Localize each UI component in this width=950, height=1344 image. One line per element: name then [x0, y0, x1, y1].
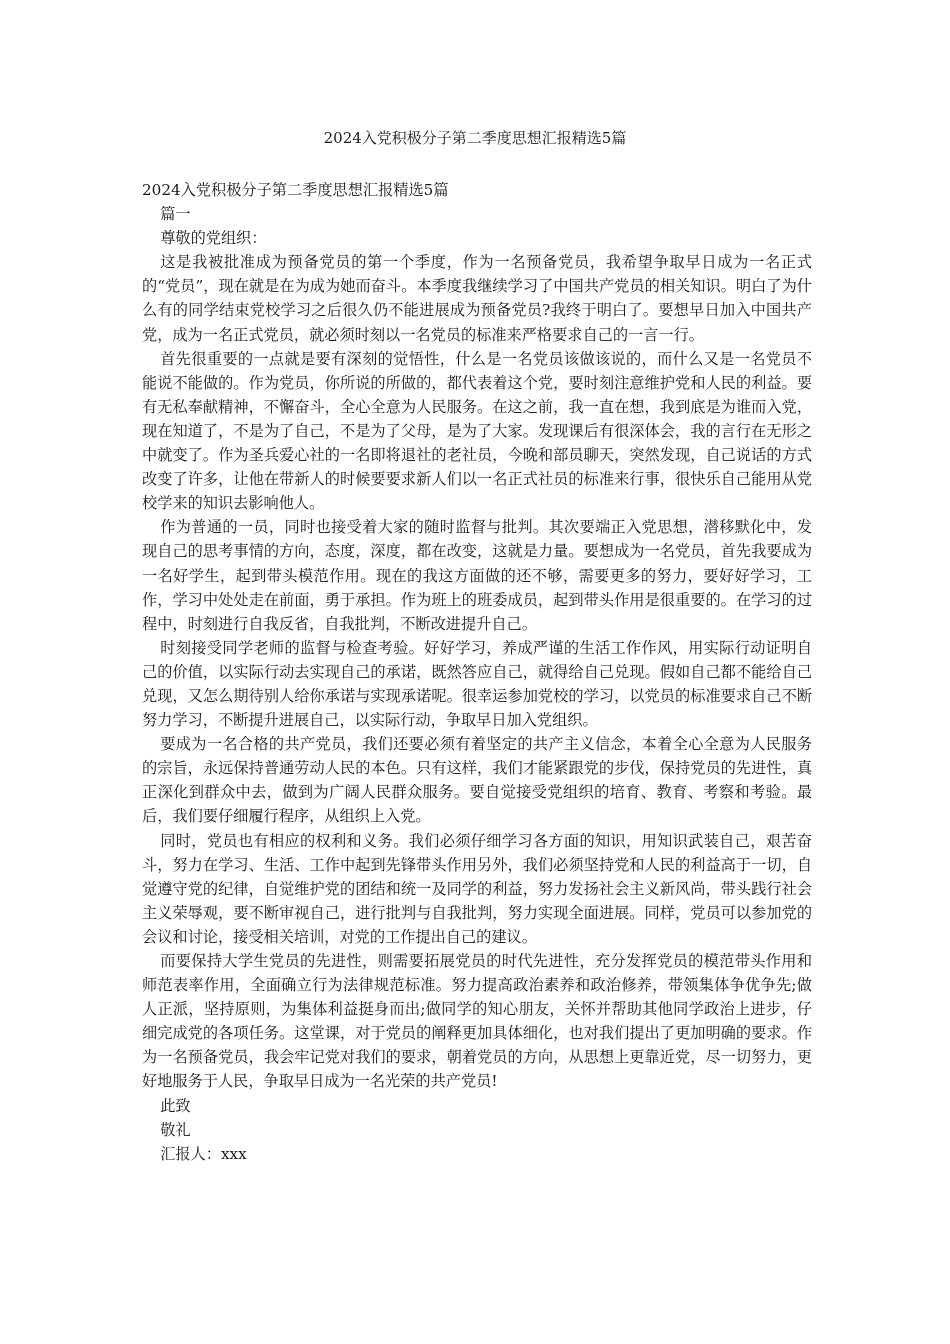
body-paragraph: 时刻接受同学老师的监督与检查考验。好好学习，养成严谨的生活工作作风，用实际行动证明自己的价值，以实际行动去实现自己的承诺，既然答应自己，就得给自己兑现。假如自己都不能给自己兑现，又怎么期待别人给你承诺与实现承诺呢。很幸运参加党校的学习，以党员的标准要求自己不断努力学习，不断提升进展自己，以实际行动，争取早日加入党组织。: [142, 638, 812, 730]
closing-line: 此致: [160, 1096, 191, 1115]
document-title: 2024入党积极分子第二季度思想汇报精选5篇: [323, 129, 627, 147]
document-body: [142, 178, 812, 1166]
body-paragraph: 要成为一名合格的共产党员，我们还要必须有着坚定的共产主义信念，本着全心全意为人民服务的宗旨，永远保持普通劳动人民的本色。只有这样，我们才能紧跟党的步伐，保持党员的先进性，真正深化到群众中去，做到为广阔人民群众服务。要自觉接受党组织的培育、教育、考察和考验。最后，我们要仔细履行程序，从组织上入党。: [142, 735, 812, 826]
body-paragraph: 首先很重要的一点就是要有深刻的觉悟性，什么是一名党员该做该说的，而什么又是一名党员不能说不能做的。作为党员，你所说的所做的，都代表着这个党，要时刻注意维护党和人民的利益。要有无私奉献精神，不懈奋斗，全心全意为人民服务。在这之前，我一直在想，我到底是为谁而入党，现在知道了，不是为了自己，不是为了父母，是为了大家。发现课后有很深体会，我的言行在无形之中就变了。作为圣兵爱心社的一名即将退社的老社员，今晚和部员聊天，突然发现，自己说话的方式改变了许多，让他在带新人的时候要要求新人们以一名正式社员的标准来行事，很快乐自己能用从党校学来的知识去影响他人。: [142, 349, 812, 513]
closing-salute: 敬礼: [160, 1120, 191, 1139]
reporter-line: 汇报人：xxx: [160, 1144, 247, 1163]
body-paragraph: 这是我被批准成为预备党员的第一个季度，作为一名预备党员，我希望争取早日成为一名正式的“党员”，现在就是在为成为她而奋斗。本季度我继续学习了中国共产党员的相关知识。明白了为什么有的同学结束党校学习之后很久仍不能进展成为预备党员?我终于明白了。要想早日加入中国共产党，成为一名正式党员，就必须时刻以一名党员的标准来严格要求自己的一言一行。: [142, 253, 812, 344]
section-label: 篇一: [160, 205, 191, 224]
body-paragraph: 作为普通的一员，同时也接受着大家的随时监督与批判。其次要端正入党思想，潜移默化中，发现自己的思考事情的方向，态度，深度，都在改变，这就是力量。要想成为一名党员，首先我要成为一名好学生，起到带头模范作用。现在的我这方面做的还不够，需要更多的努力，要好好学习，工作，学习中处处走在前面，勇于承担。作为班上的班委成员，起到带头作用是很重要的。在学习的过程中，时刻进行自我反省，自我批判，不断改进提升自己。: [142, 518, 812, 633]
body-paragraph: 同时，党员也有相应的权利和义务。我们必须仔细学习各方面的知识，用知识武装自己，艰苦奋斗，努力在学习、生活、工作中起到先锋带头作用另外，我们必须坚持党和人民的利益高于一切，自觉遵守党的纪律，自觉维护党的团结和统一及同学的利益，努力发扬社会主义新风尚，带头践行社会主义荣辱观，要不断审视自己，进行批判与自我批判，努力实现全面进展。同样，党员可以参加党的会议和讨论，接受相关培训，对党的工作提出自己的建议。: [142, 831, 812, 946]
document-subtitle: 2024入党积极分子第二季度思想汇报精选5篇: [142, 181, 449, 199]
salutation: 尊敬的党组织：: [160, 229, 267, 248]
body-paragraph: 而要保持大学生党员的先进性，则需要拓展党员的时代先进性，充分发挥党员的模范带头作用和师范表率作用，全面确立行为法律规范标准。努力提高政治素养和政治修养，带领集体争优争先;做人正派，坚持原则，为集体利益挺身而出;做同学的知心朋友，关怀并帮助其他同学政治上进步，仔细完成党的各项任务。这堂课，对于党员的阐释更加具体细化，也对我们提出了更加明确的要求。作为一名预备党员，我会牢记党对我们的要求，朝着党员的方向，从思想上更靠近党，尽一切努力，更好地服务于人民，争取早日成为一名光荣的共产党员!: [142, 952, 812, 1091]
